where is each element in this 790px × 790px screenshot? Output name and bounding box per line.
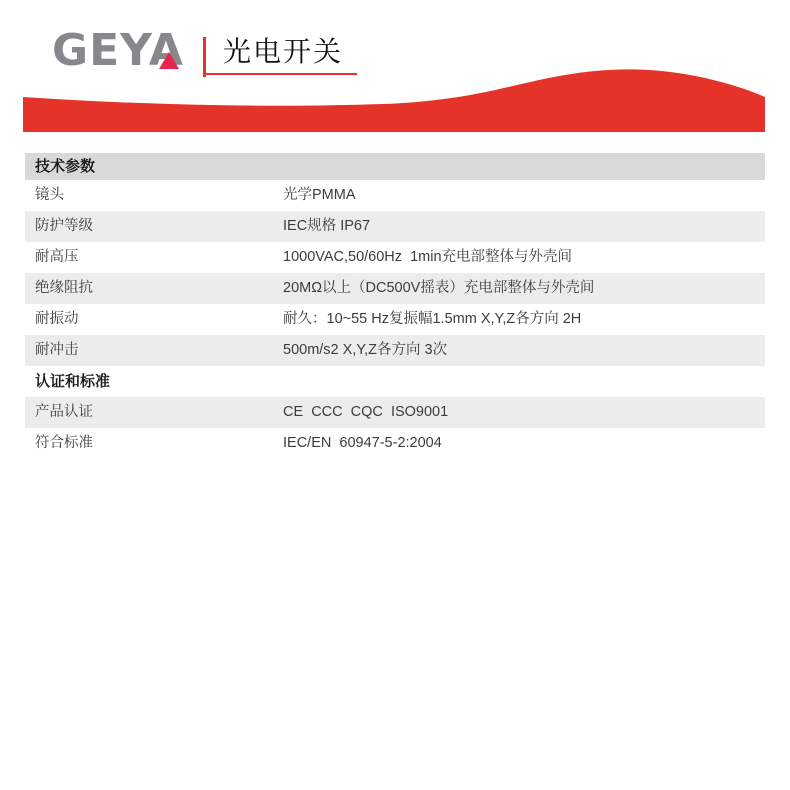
spec-label: 防护等级: [35, 218, 93, 234]
spec-row-protection-rating: [25, 211, 765, 242]
wave-shape: [23, 68, 765, 132]
spec-row-product-certification: [25, 397, 765, 428]
spec-row-compliance-standard: [25, 428, 765, 459]
spec-row-vibration-resistance: [25, 304, 765, 335]
spec-row-shock-resistance: [25, 335, 765, 366]
page-title: 光电开关: [223, 36, 344, 67]
spec-label: 镜头: [35, 187, 64, 203]
spec-label: 产品认证: [35, 404, 93, 420]
spec-label: 符合标准: [35, 435, 93, 451]
spec-value: 20MΩ以上（DC500V摇表）充电部整体与外壳间: [283, 280, 595, 296]
spec-row-insulation-resistance: [25, 273, 765, 304]
spec-label: 耐冲击: [35, 342, 79, 358]
logo-triangle-icon: [159, 52, 179, 69]
spec-label: 耐振动: [35, 311, 79, 327]
spec-value: CE CCC CQC ISO9001: [283, 404, 449, 420]
spec-value: 耐久：10~55 Hz复振幅1.5mm X,Y,Z各方向 2H: [283, 311, 582, 327]
spec-row-lens: [25, 180, 765, 211]
spec-section-label: 认证和标准: [35, 373, 111, 390]
spec-label: 耐高压: [35, 249, 79, 265]
spec-value: 1000VAC,50/60Hz 1min充电部整体与外壳间: [283, 249, 573, 265]
spec-value: IEC规格 IP67: [283, 218, 371, 234]
spec-label: 绝缘阻抗: [35, 280, 93, 296]
spec-value: 光学PMMA: [283, 187, 356, 203]
spec-row-withstand-voltage: [25, 242, 765, 273]
spec-section-certifications: [25, 366, 765, 397]
geya-logo-text: GEYA: [52, 25, 184, 76]
section-title: 技术参数: [25, 153, 765, 180]
spec-value: 500m/s2 X,Y,Z各方向 3次: [283, 342, 448, 358]
red-wave-banner: [23, 68, 765, 132]
spec-table: [25, 153, 765, 459]
spec-value: IEC/EN 60947-5-2:2004: [283, 435, 442, 451]
